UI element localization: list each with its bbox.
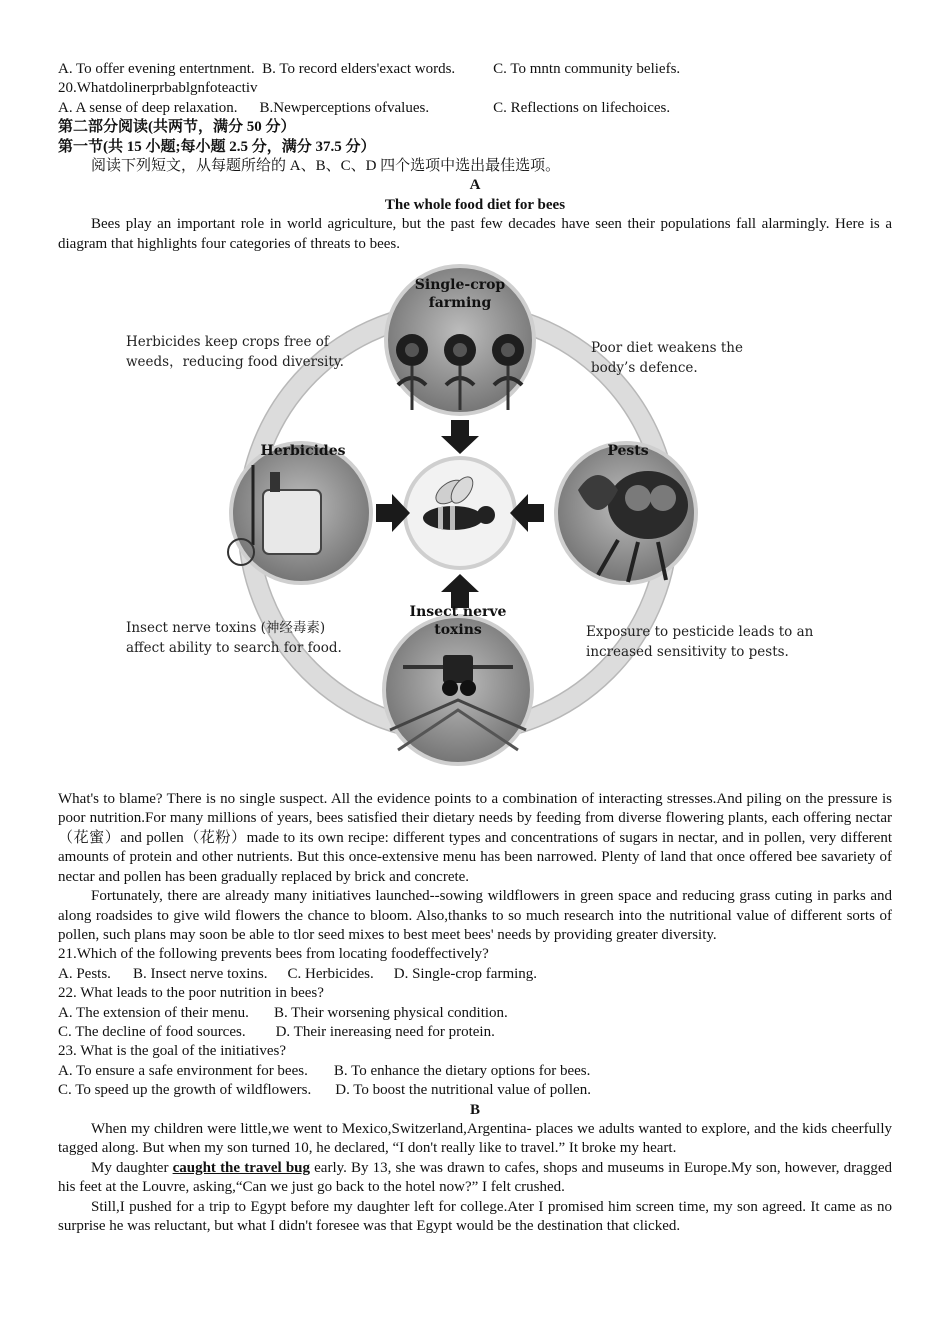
q21-options bbox=[58, 965, 892, 984]
instruction: 阅读下列短文，从每题所给的 A、B、C、D 四个选项中选出最佳选项。 bbox=[91, 158, 561, 175]
label-nerve-toxins: Insect nerve toxins bbox=[409, 604, 507, 639]
passage-b-paragraph-1: When my children were little,we went to Mexico,Switzerland,Argentina- places we adults wanted to explore, and the kids cheerfully tagged along. But when my son turned 10, he declared, “I don't really like to travel.” It broke my heart. bbox=[58, 1120, 892, 1157]
underlined-phrase: caught the travel bug bbox=[172, 1159, 310, 1176]
q20-option-c[interactable]: C. Reflections on lifechoices. bbox=[493, 99, 671, 116]
label-pests: Pests bbox=[607, 443, 649, 460]
label-single-crop: Single-crop farming bbox=[414, 277, 506, 312]
caption-herbicides: Herbicides keep crops free of weeds，reducing food diversity. bbox=[126, 334, 344, 371]
q20-option-a[interactable]: A. A sense of deep relaxation. bbox=[58, 99, 238, 116]
q23-options-row1 bbox=[58, 1062, 892, 1081]
q21-option-d[interactable]: D. Single-crop farming. bbox=[393, 965, 538, 982]
caption-pesticide: Exposure to pesticide leads to an increased sensitivity to pests. bbox=[586, 624, 814, 661]
q23-options-row2 bbox=[58, 1081, 892, 1100]
passage-b-paragraph-3: Still,I pushed for a trip to Egypt before my daughter left for college.Ater I promised him screen time, my son agreed. It came as no surprise he was reluctant, but what I didn't foresee was that Egypt would be the destination that clicked. bbox=[58, 1198, 892, 1234]
q22-options-row1 bbox=[58, 1004, 892, 1023]
q23-option-d[interactable]: D. To boost the nutritional value of pollen. bbox=[335, 1082, 591, 1099]
caption-nerve-toxins: Insect nerve toxins (神经毒素) affect ability to search for food. bbox=[126, 620, 342, 657]
q20-option-b[interactable]: B.Newperceptions ofvalues. bbox=[259, 99, 430, 116]
q20-options bbox=[58, 99, 892, 118]
passage-a-title: The whole food diet for bees bbox=[384, 196, 566, 213]
q21-option-c[interactable]: C. Herbicides. bbox=[287, 965, 374, 982]
q23-option-c[interactable]: C. To speed up the growth of wildflowers. bbox=[58, 1082, 312, 1099]
q22-option-a[interactable]: A. The extension of their menu. bbox=[58, 1004, 249, 1021]
part2-heading: 第二部分阅读(共两节，满分 50 分） bbox=[58, 119, 296, 136]
section1-heading: 第一节(共 15 小题;每小题 2.5 分，满分 37.5 分） bbox=[58, 138, 376, 155]
q22-options-row2 bbox=[58, 1023, 892, 1042]
q23-option-a[interactable]: A. To ensure a safe environment for bees. bbox=[58, 1062, 308, 1079]
pests-circle bbox=[556, 443, 696, 583]
q21-option-a[interactable]: A. Pests. bbox=[58, 965, 111, 982]
q23-option-b[interactable]: B. To enhance the dietary options for bees. bbox=[333, 1062, 591, 1079]
bee-center bbox=[405, 458, 515, 568]
q19-options bbox=[58, 60, 892, 79]
q19-option-a[interactable]: A. To offer evening entertnment. bbox=[58, 61, 255, 77]
q22-option-c[interactable]: C. The decline of food sources. bbox=[58, 1023, 246, 1040]
q21-option-b[interactable]: B. Insect nerve toxins. bbox=[132, 965, 268, 982]
bee-threats-diagram bbox=[58, 260, 892, 780]
passage-a-paragraph-3: Fortunately, there are already many initiatives launched--sowing wildflowers in green space and reducing grass cuting in parks and along roadsides to give wild flowers the chance to bloom. Also,thanks to so much research into the nutritional value of different sorts of pollen, such plans may soon be able to tlor seed mixes to best meet bees' needs by providing greater diversity. bbox=[58, 888, 892, 943]
herbicides-circle bbox=[228, 443, 371, 583]
passage-a-paragraph-2: What's to blame? There is no single suspect. All the evidence points to a combination of interacting stresses.And piling on the pressure is poor nutrition.For many millions of years, bees satisfied their dietary needs by feeding from diverse flowering plants, each offering nectar（花蜜）and pollen（花粉）made to its own recipe: different types and concentrations of sugars in nectar, and in pollen, very different amounts of protein and other nutrients. But this once-extensive menu has been narrowed. Plenty of land that once offered bee savariety of nectar and pollen has been gradually replaced by brick and concrete. bbox=[58, 791, 892, 885]
exam-page bbox=[58, 60, 892, 1236]
q22-option-b[interactable]: B. Their worsening physical condition. bbox=[273, 1004, 508, 1021]
passage-a-letter: A bbox=[469, 177, 481, 194]
passage-a-intro: Bees play an important role in world agriculture, but the past few decades have seen their populations fall alarmingly. Here is a diagram that highlights four categories of threats to bees. bbox=[58, 216, 892, 252]
label-herbicides: Herbicides bbox=[260, 443, 346, 460]
q21-stem: 21.Which of the following prevents bees from locating foodeffectively? bbox=[58, 946, 489, 963]
q19-option-b[interactable]: B. To record elders'exact words. bbox=[262, 61, 456, 77]
passage-b-letter: B bbox=[469, 1101, 480, 1118]
caption-poor-diet: Poor diet weakens the body’s defence. bbox=[591, 340, 743, 377]
q22-option-d[interactable]: D. Their inereasing need for protein. bbox=[275, 1023, 495, 1040]
passage-b-paragraph-2: My daughter caught the travel bug early. By 13, she was drawn to cafes, shops and museums in Europe.My son, however, dragged his feet at the Louvre, asking,“Can we just go back to the hotel now?” I felt crushed. bbox=[58, 1159, 892, 1196]
q23-stem: 23. What is the goal of the initiatives? bbox=[58, 1043, 287, 1060]
arrow-down-icon bbox=[441, 420, 479, 454]
q20-stem: 20.Whatdolinerprbablgnfoteactiv bbox=[58, 80, 258, 97]
q19-option-c[interactable]: C. To mntn community beliefs. bbox=[493, 61, 681, 77]
q22-stem: 22. What leads to the poor nutrition in bees? bbox=[58, 985, 324, 1002]
